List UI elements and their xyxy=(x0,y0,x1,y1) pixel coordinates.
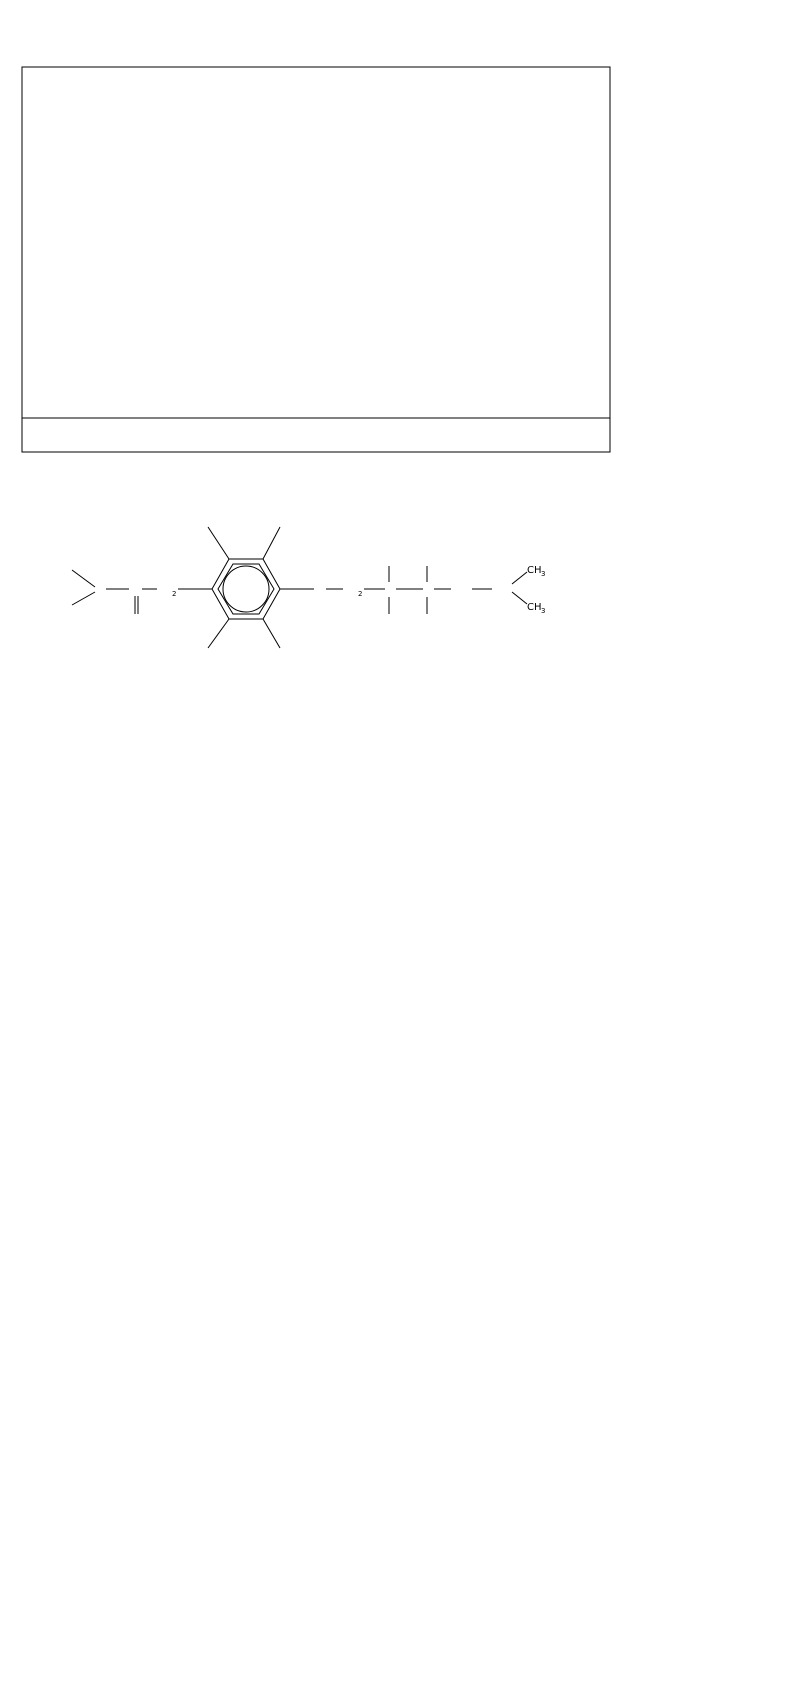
assignment-header xyxy=(80,700,360,730)
ch2-j-sub: 2 xyxy=(358,590,363,598)
atom-ch3-p: CH xyxy=(527,565,542,576)
svg-text:3: 3 xyxy=(541,607,546,615)
molecule-structure xyxy=(0,0,794,680)
peak-table xyxy=(64,1012,324,1064)
svg-text:3: 3 xyxy=(541,570,546,578)
peak-table-header xyxy=(64,1012,324,1064)
ch2-k-sub: 2 xyxy=(172,590,177,598)
atom-ch3-q: CH xyxy=(527,602,542,613)
assignment-table xyxy=(80,700,360,730)
